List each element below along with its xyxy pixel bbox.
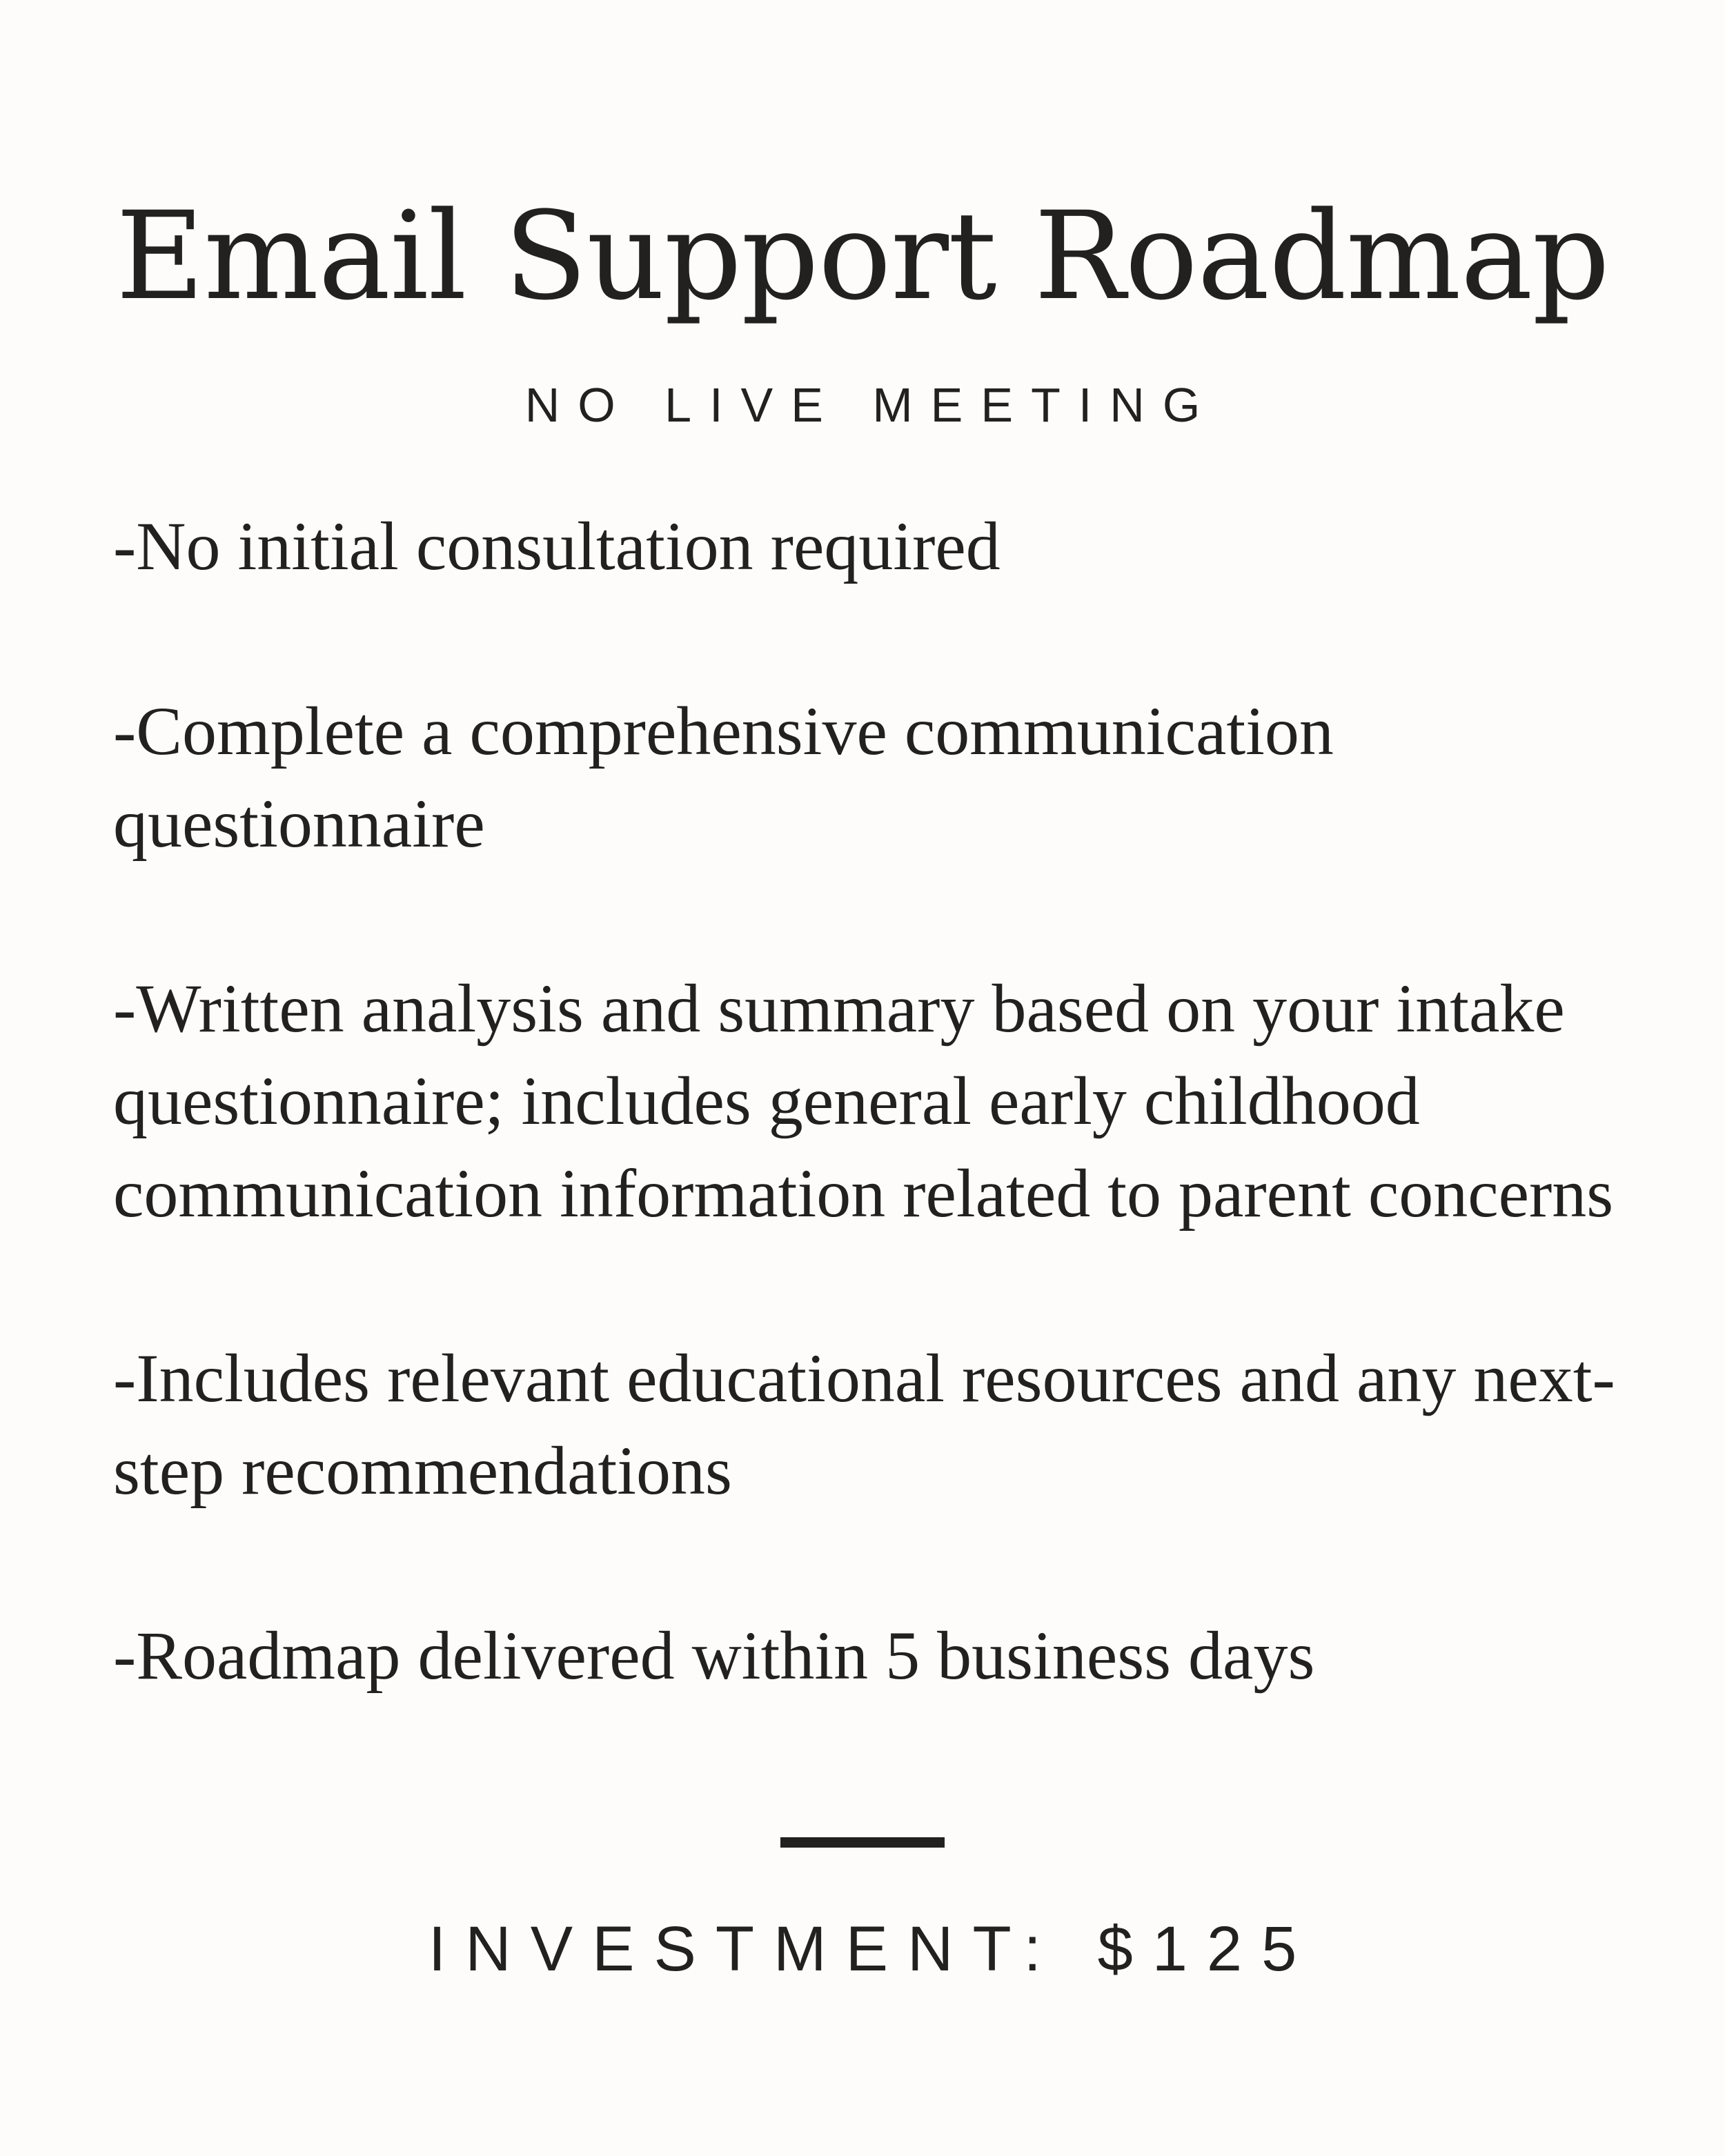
subtitle: NO LIVE MEETING bbox=[524, 378, 1219, 432]
divider bbox=[780, 1837, 945, 1848]
list-item: -Complete a comprehensive communication questionnaire bbox=[113, 693, 1334, 862]
page-title: Email Support Roadmap bbox=[115, 186, 1610, 327]
feature-list bbox=[113, 500, 1631, 1702]
list-item: -Written analysis and summary based on your intake questionnaire; includes general early childhood communication information related to parent concerns bbox=[113, 970, 1614, 1232]
list-item: -No initial consultation required bbox=[113, 508, 1000, 584]
investment-price: INVESTMENT: $125 bbox=[428, 1914, 1317, 1984]
list-item: -Roadmap delivered within 5 business days bbox=[113, 1617, 1315, 1694]
list-item: -Includes relevant educational resources and any next-step recommendations bbox=[113, 1340, 1615, 1509]
